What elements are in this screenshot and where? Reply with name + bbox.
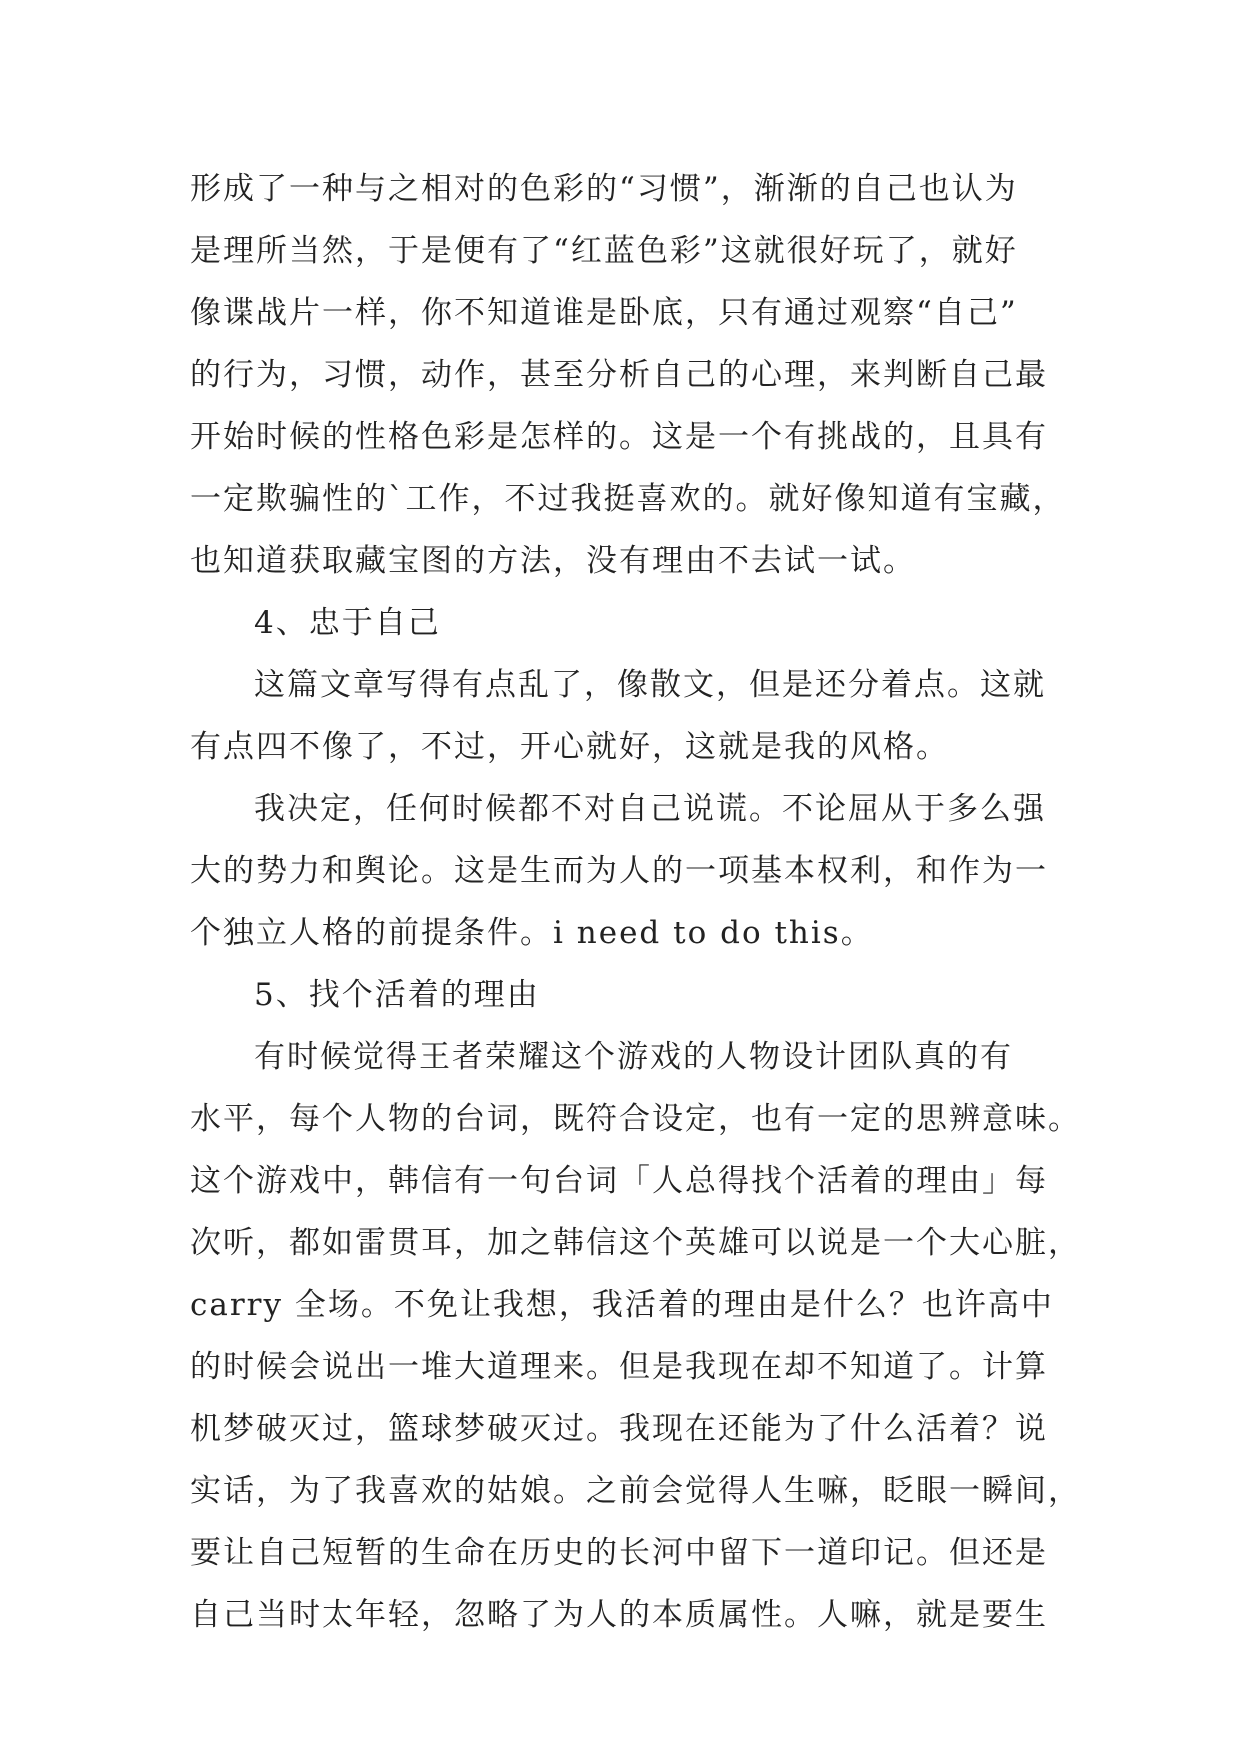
text-line: 的行为，习惯，动作，甚至分析自己的心理，来判断自己最 [190, 357, 1048, 393]
text-line: 一定欺骗性的`工作，不过我挺喜欢的。就好像知道有宝藏， [190, 481, 1066, 517]
text-line: carry 全场。不免让我想，我活着的理由是什么？也许高中 [190, 1287, 1054, 1323]
document-page [190, 158, 1081, 1646]
text-line: 机梦破灭过，篮球梦破灭过。我现在还能为了什么活着？说 [190, 1411, 1048, 1447]
text-line: 要让自己短暂的生命在历史的长河中留下一道印记。但还是 [190, 1535, 1048, 1571]
text-line: 水平，每个人物的台词，既符合设定，也有一定的思辨意味。 [190, 1101, 1081, 1137]
text-line: 大的势力和舆论。这是生而为人的一项基本权利，和作为一 [190, 853, 1048, 889]
text-line: 是理所当然，于是便有了“红蓝色彩”这就很好玩了，就好 [190, 233, 1018, 269]
section-heading: 4、忠于自己 [254, 605, 441, 641]
text-line: 有点四不像了，不过，开心就好，这就是我的风格。 [190, 729, 949, 765]
text-line: 开始时候的性格色彩是怎样的。这是一个有挑战的，且具有 [190, 419, 1048, 455]
text-line: 这篇文章写得有点乱了，像散文，但是还分着点。这就 [254, 667, 1046, 703]
section-heading: 5、找个活着的理由 [254, 977, 540, 1013]
text-line: 个独立人格的前提条件。i need to do this。 [190, 915, 874, 951]
text-line: 形成了一种与之相对的色彩的“习惯”，渐渐的自己也认为 [190, 171, 1018, 207]
text-line: 有时候觉得王者荣耀这个游戏的人物设计团队真的有 [254, 1039, 1013, 1075]
text-line: 也知道获取藏宝图的方法，没有理由不去试一试。 [190, 543, 916, 579]
text-line: 这个游戏中，韩信有一句台词「人总得找个活着的理由」每 [190, 1163, 1048, 1199]
text-line: 自己当时太年轻，忽略了为人的本质属性。人嘛，就是要生 [190, 1597, 1048, 1633]
text-line: 次听，都如雷贯耳，加之韩信这个英雄可以说是一个大心脏， [190, 1225, 1081, 1261]
text-line: 我决定，任何时候都不对自己说谎。不论屈从于多么强 [254, 791, 1046, 827]
text-line: 的时候会说出一堆大道理来。但是我现在却不知道了。计算 [190, 1349, 1048, 1385]
text-line: 像谍战片一样，你不知道谁是卧底，只有通过观察“自己” [190, 295, 1018, 331]
text-line: 实话，为了我喜欢的姑娘。之前会觉得人生嘛，眨眼一瞬间， [190, 1473, 1081, 1509]
